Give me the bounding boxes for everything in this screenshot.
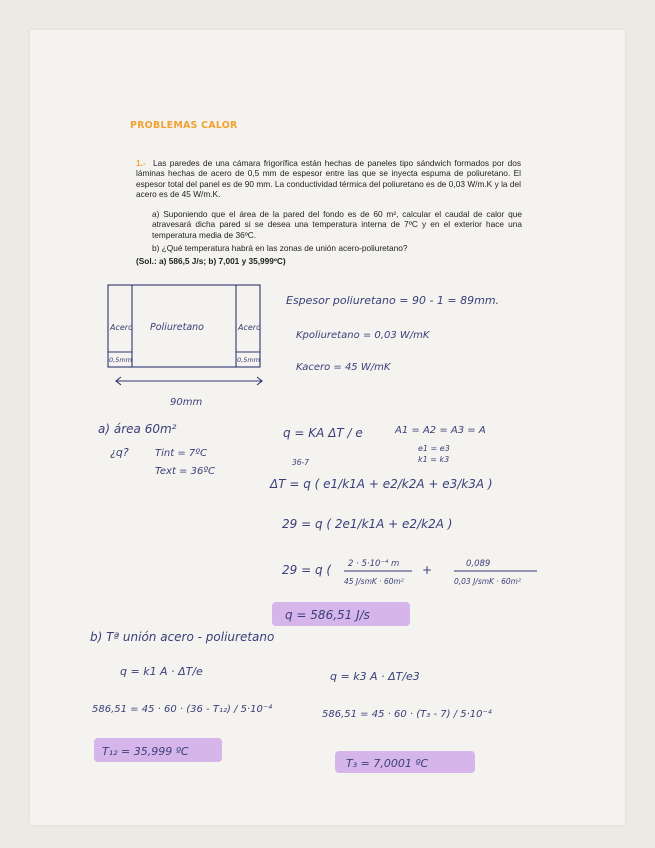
eq-k-equal: k1 = k3 bbox=[418, 455, 450, 464]
part-b-label: b) Tª unión acero - poliuretano bbox=[90, 630, 275, 644]
note-thickness: Espesor poliuretano = 90 - 1 = 89mm. bbox=[286, 294, 500, 307]
eq-term1-denominator: 45 J/smK · 60m² bbox=[344, 577, 404, 586]
problem-number: 1.- bbox=[136, 158, 146, 168]
result-b1: T₁₂ = 35,999 ºC bbox=[102, 745, 189, 758]
page-title: PROBLEMAS CALOR bbox=[130, 120, 238, 131]
diagram-label-center: Poliuretano bbox=[150, 322, 204, 333]
solution-line: (Sol.: a) 586,5 J/s; b) 7,001 y 35,999ºC) bbox=[136, 256, 286, 266]
eq-term2-numerator: 0,089 bbox=[466, 559, 491, 569]
diagram-width: 90mm bbox=[170, 397, 203, 408]
part-a-label: a) área 60m² bbox=[98, 422, 177, 436]
diagram-thickness-left: 0,5mm bbox=[109, 356, 133, 364]
eq-term1-numerator: 2 · 5·10⁻⁴ m bbox=[348, 559, 400, 569]
eq-fourier: q = KA ΔT / e bbox=[283, 426, 363, 440]
part-b-eq3: q = k3 A · ΔT/e3 bbox=[330, 670, 420, 683]
result-a: q = 586,51 J/s bbox=[285, 608, 370, 622]
eq-series: ΔT = q ( e1/k1A + e2/k2A + e3/k3A ) bbox=[270, 477, 493, 491]
eq-substituted-left: 29 = q ( bbox=[282, 563, 332, 577]
result-b2: T₃ = 7,0001 ºC bbox=[346, 757, 429, 770]
eq-term2-denominator: 0,03 J/smK · 60m² bbox=[454, 577, 521, 586]
problem-text: Las paredes de una cámara frigorífica están hechas de paneles tipo sándwich formados por dos láminas hechas de acero de 0,5 mm de espesor entre las que se inyecta espuma de poliuretano. El espesor total del panel es de 90 mm. La conductividad térmica del poliuretano es de 0,03 W/m.K y la del acero es de 45 W/m.K. bbox=[136, 158, 521, 200]
panel-diagram bbox=[108, 285, 262, 408]
part-a-tint: Tint = 7ºC bbox=[155, 448, 207, 459]
diagram-thickness-right: 0,5mm bbox=[237, 356, 261, 364]
eq-simplified: 29 = q ( 2e1/k1A + e2/k2A ) bbox=[282, 517, 453, 531]
part-a-text: a) Suponiendo que el área de la pared del fondo es de 60 m², calcular el caudal de calor que atravesará dicha pared si se desea una temperatura interna de 7ºC y en el exterior hace una temperatura media de 36ºC. bbox=[152, 209, 522, 240]
diagram-label-left: Acero bbox=[110, 323, 133, 332]
part-a-q: ¿q? bbox=[110, 446, 129, 459]
note-k-steel: Kacero = 45 W/mK bbox=[296, 362, 391, 373]
note-k-polyurethane: Kpoliuretano = 0,03 W/mK bbox=[296, 330, 430, 341]
eq-thickness-equal: e1 = e3 bbox=[418, 444, 450, 453]
part-b-eq2: 586,51 = 45 · 60 · (36 - T₁₂) / 5·10⁻⁴ bbox=[92, 704, 273, 715]
part-b-eq1: q = k1 A · ΔT/e bbox=[120, 665, 203, 678]
part-b-eq4: 586,51 = 45 · 60 · (T₃ - 7) / 5·10⁻⁴ bbox=[322, 709, 492, 720]
eq-plus: + bbox=[422, 563, 433, 577]
part-a-text: Text = 36ºC bbox=[155, 466, 216, 477]
eq-dt-value: 36-7 bbox=[292, 458, 310, 467]
part-b-text: b) ¿Qué temperatura habrá en las zonas de unión acero-poliuretano? bbox=[152, 243, 408, 253]
eq-areas: A1 = A2 = A3 = A bbox=[395, 425, 486, 436]
diagram-label-right: Acero bbox=[238, 323, 261, 332]
